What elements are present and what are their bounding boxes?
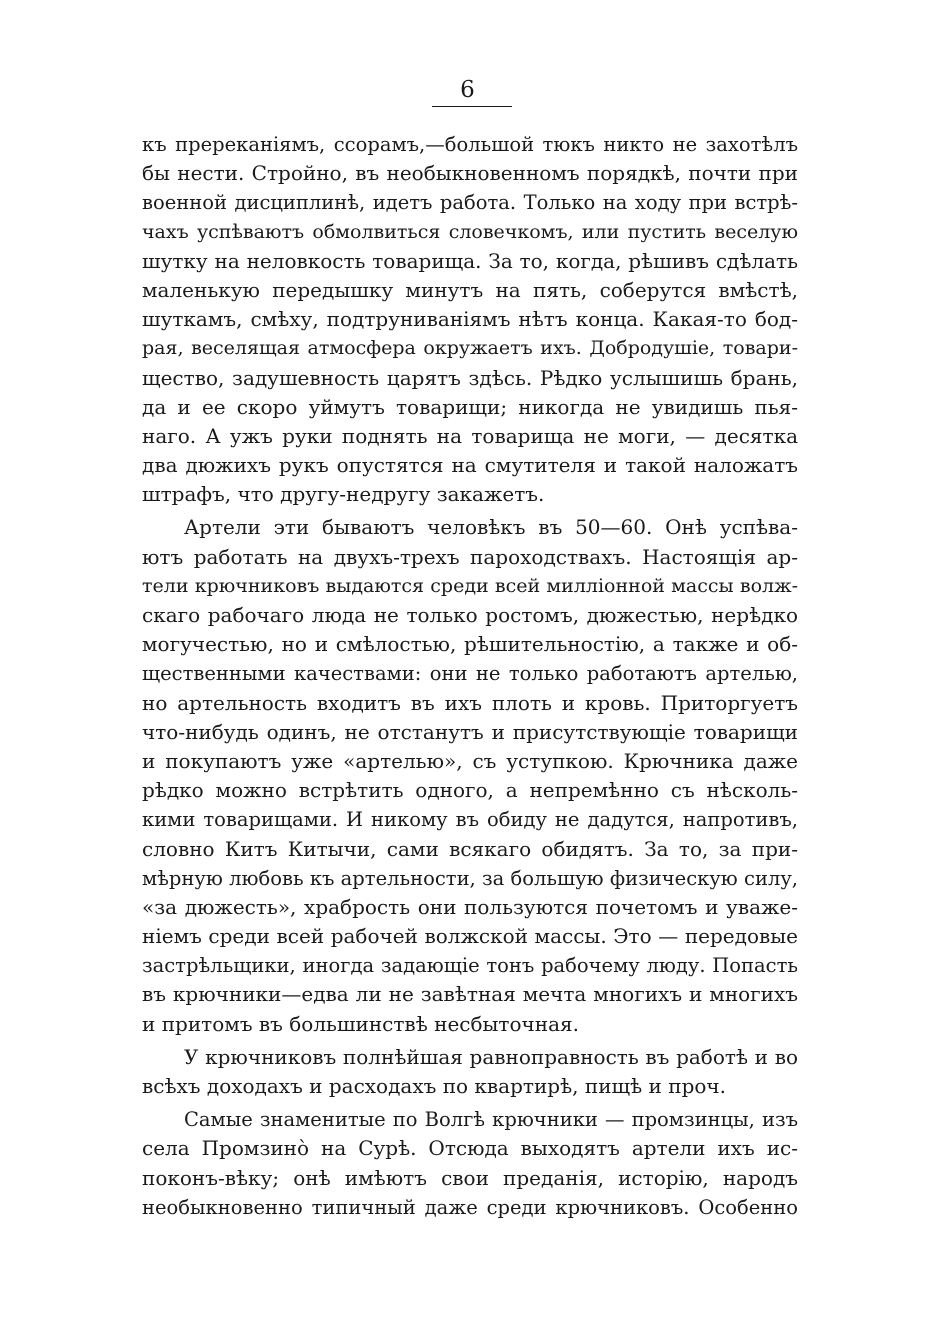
text-line: ніемъ среди всей рабочей волжской массы. Это — передовые [142,924,798,949]
text-line: У крючниковъ полнѣйшая равноправность въ работѣ и во [184,1044,798,1069]
text-line: ютъ работать на двухъ-трехъ пароходствахъ. Настоящія ар- [142,544,798,569]
body-text [142,130,798,1226]
text-line: военной дисциплинѣ, идетъ работа. Только на ходу при встрѣ- [142,191,798,215]
paragraph-2 [142,513,798,1038]
text-line: въ крючники—едва ли не завѣтная мечта многихъ и многихъ [142,982,798,1007]
text-line: могучестью, но и смѣлостью, рѣшительностію, а также и об- [142,632,798,657]
text-line: рѣдко можно встрѣтить одного, а непремѣнно съ нѣсколь- [142,778,798,803]
header-rule [432,106,512,107]
text-line: наго. А ужъ руки поднять на товарища не моги, — десятка [142,423,798,448]
text-line: «за дюжесть», храбрость они пользуются почетомъ и уваже- [142,894,798,919]
text-line: поконъ-вѣку; онѣ имѣютъ свои преданія, исторію, народъ [142,1165,798,1190]
paragraph-3 [142,1043,798,1101]
text-line: чахъ успѣваютъ обмолвиться словечкомъ, или пустить веселую [142,220,798,243]
paragraph-4 [142,1105,798,1222]
text-line: словно Китъ Китычи, сами всякаго обидятъ. За то, за при- [142,836,798,861]
text-line: кими товарищами. И никому въ обиду не дадутся, напротивъ, [142,808,798,832]
text-line: застрѣльщики, иногда задающіе тонъ рабочему люду. Попасть [142,954,798,978]
text-line: Артели эти бываютъ человѣкъ въ 50—60. Онѣ успѣва- [184,515,798,540]
text-line: щество, задушевность царятъ здѣсь. Рѣдко услышишь брань, [142,365,798,390]
text-line: къ пререканіямъ, ссорамъ,—большой тюкъ никто не захотѣлъ [142,133,798,156]
text-line: скаго рабочаго люда не только ростомъ, дюжестью, нерѣдко [142,603,798,627]
text-line: Самые знаменитые по Волгѣ крючники — промзинцы, изъ [184,1108,798,1132]
paragraph-1 [142,130,798,509]
page-number: 6 [460,77,476,103]
text-line: бы нести. Стройно, въ необыкновенномъ порядкѣ, почти при [142,161,798,186]
text-line: мѣрную любовь къ артельности, за большую физическую силу, [142,866,798,890]
text-line: рая, веселящая атмосфера окружаетъ ихъ. Добродушіе, товари- [142,337,798,360]
text-line: и притомъ въ большинствѣ несбыточная. [142,1011,579,1036]
text-line: необыкновенно типичный даже среди крючниковъ. Особенно [142,1195,798,1219]
text-line: тели крючниковъ выдаются среди всей милліонной массы волж- [142,574,798,597]
text-line: села Промзинò на Сурѣ. Отсюда выходятъ артели ихъ ис- [142,1136,798,1161]
text-line: шутку на неловкость товарища. За то, когда, рѣшивъ сдѣлать [142,248,798,273]
text-line: что-нибудь одинъ, не отстанутъ и присутствующіе товарищи [142,719,798,744]
text-line: маленькую передышку минутъ на пять, соберутся вмѣстѣ, [142,277,798,302]
text-line: и покупаютъ уже «артелью», съ уступкою. Крючника даже [142,748,798,773]
text-line: два дюжихъ рукъ опустятся на смутителя и такой наложатъ [142,453,798,478]
text-line: да и ее скоро уймутъ товарищи; никогда не увидишь пья- [142,394,798,419]
text-line: всѣхъ доходахъ и расходахъ по квартирѣ, пищѣ и проч. [142,1074,726,1098]
text-line: шуткамъ, смѣху, подтруниваніямъ нѣтъ конца. Какая-то бод- [142,307,798,332]
text-line: но артельность входитъ въ ихъ плоть и кровь. Приторгуетъ [142,690,798,715]
text-line: щественными качествами: они не только работаютъ артелью, [142,662,798,686]
text-line: штрафъ, что другу-недругу закажетъ. [142,482,545,507]
